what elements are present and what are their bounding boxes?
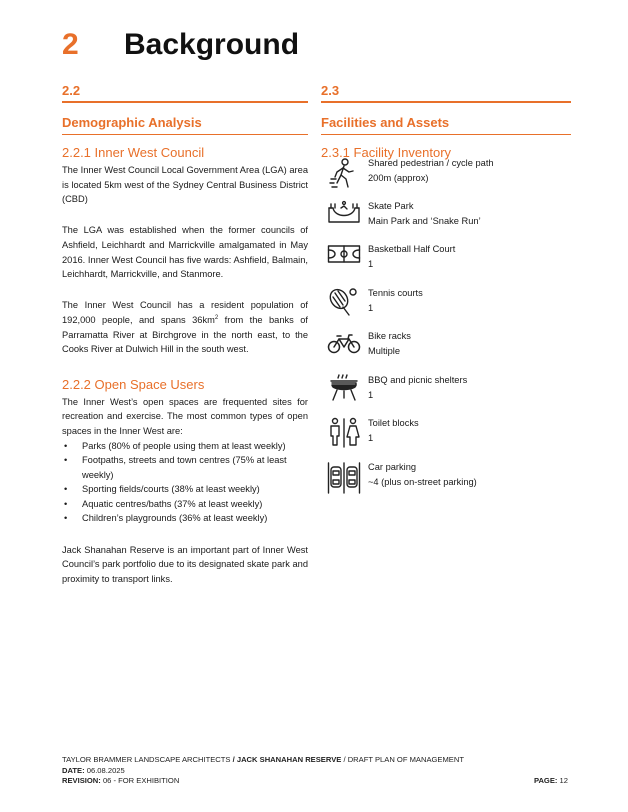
facility-name: Tennis courts	[368, 288, 423, 298]
page-number: PAGE: 12	[533, 776, 568, 785]
chapter-number: 2	[62, 28, 79, 61]
paragraph-open-spaces: The Inner West’s open spaces are frequented sites for recreation and exercise. The most common types of open spaces in the Inner West are:	[62, 396, 308, 436]
paragraph-population: The Inner West Council has a resident population of 192,000 people, and spans $36km^2$ from the banks of Parramatta River at Birchgrove in the north east, to the Cooks River at Dulwich Hill in the south west.	[62, 300, 308, 355]
list-item: • Sporting fields/courts (38% at least weekly)	[62, 482, 308, 497]
facility-name: BBQ and picnic shelters	[368, 375, 468, 385]
section-title-facilities: Facilities and Assets	[321, 114, 450, 130]
facility-item-bike-racks	[327, 330, 567, 366]
footer-revision: REVISION: 06 - FOR EXHIBITION	[62, 776, 180, 785]
list-item: • Aquatic centres/baths (37% at least weekly)	[62, 497, 308, 512]
section-title-rule	[62, 134, 308, 136]
facility-item-basketball	[327, 243, 567, 279]
footer-date: DATE: 06.08.2025	[62, 765, 125, 775]
facility-value: Main Park and ‘Snake Run’	[368, 215, 481, 226]
bicycle-icon	[327, 330, 361, 364]
toilet-icon	[327, 417, 361, 451]
facility-value: 1	[368, 302, 374, 313]
footer-doc-line: TAYLOR BRAMMER LANDSCAPE ARCHITECTS / JACK SHANAHAN RESERVE / DRAFT PLAN OF MANAGEMENT	[62, 755, 464, 764]
facility-item-tennis	[327, 287, 567, 323]
page-title	[62, 28, 299, 62]
chapter-title: Background	[124, 28, 300, 61]
facility-value: 1	[368, 258, 374, 269]
section-rule	[321, 101, 571, 103]
facility-value: 1	[368, 389, 374, 400]
facility-item-car-parking	[327, 461, 567, 497]
facility-name: Bike racks	[368, 331, 411, 341]
page-footer	[62, 755, 568, 787]
facility-value: 1	[368, 432, 374, 443]
section-number-2-3: 2.3	[321, 83, 340, 98]
facility-item-bbq	[327, 374, 567, 410]
basketball-court-icon	[327, 243, 361, 277]
paragraph-jack-shanahan: Jack Shanahan Reserve is an important part of Inner West Council’s park portfolio due to its designated skate park and proximity to transport links.	[62, 544, 308, 584]
list-item: • Children’s playgrounds (36% at least weekly)	[62, 511, 308, 526]
facility-value: Multiple	[368, 345, 401, 356]
facility-name: Toilet blocks	[368, 418, 419, 428]
bbq-icon	[327, 374, 361, 408]
pedestrian-icon	[327, 157, 361, 191]
paragraph-lga-history: The LGA was established when the former councils of Ashfield, Leichhardt and Marrickville amalgamated in May 2016. Inner West Council has five wards: Ashfield, Balmain, Leichhardt, Marrickville, and Stanmore.	[62, 225, 308, 280]
open-space-list	[62, 439, 308, 527]
car-parking-icon	[327, 461, 361, 495]
facility-name: Shared pedestrian / cycle path	[368, 158, 494, 168]
paragraph-lga-location: The Inner West Council Local Government Area (LGA) area is located 5km west of the Sydney Central Business District (CBD)	[62, 165, 308, 205]
section-title-demographic: Demographic Analysis	[62, 114, 202, 130]
demographic-column	[62, 83, 308, 586]
facility-item-path	[327, 157, 567, 193]
facility-value: ~4 (plus on-street parking)	[368, 476, 477, 487]
facility-value: 200m (approx)	[368, 172, 429, 183]
facilities-column	[321, 83, 571, 161]
section-number-2-2: 2.2	[62, 83, 81, 98]
facility-item-skate-park	[327, 200, 567, 236]
skate-park-icon	[327, 200, 361, 234]
list-item: • Parks (80% of people using them at least weekly)	[62, 439, 308, 454]
section-title-rule	[321, 134, 571, 136]
facility-name: Skate Park	[368, 201, 414, 211]
section-rule	[62, 101, 308, 103]
subheading-open-space-users: 2.2.2 Open Space Users	[62, 376, 205, 392]
tennis-icon	[327, 287, 361, 321]
subheading-facility-inventory: 2.3.1 Facility Inventory	[321, 145, 452, 160]
facility-item-toilets	[327, 417, 567, 453]
facility-name: Car parking	[368, 462, 417, 472]
facility-name: Basketball Half Court	[368, 244, 456, 254]
list-item: • Footpaths, streets and town centres (75% at least weekly)	[62, 453, 308, 482]
subheading-inner-west-council: 2.2.1 Inner West Council	[62, 145, 205, 160]
